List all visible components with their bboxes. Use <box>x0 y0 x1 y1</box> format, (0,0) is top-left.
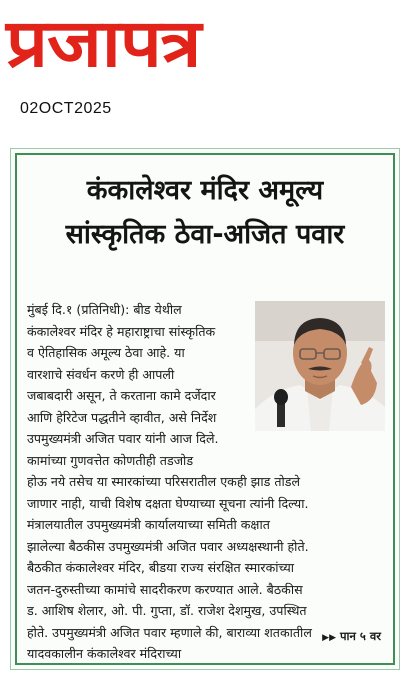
body-line: जबाबदारी असून, ते करताना कामे दर्जेदार <box>27 388 216 403</box>
article-headline <box>21 169 389 257</box>
body-line: होऊ नये तसेच या स्मारकांच्या परिसरातील एकही झाड तोडले <box>27 474 301 489</box>
masthead <box>0 0 412 92</box>
body-line: झालेल्या बैठकीस उपमुख्यमंत्री अजित पवार अध्यक्षस्थानी होते. <box>27 538 309 554</box>
body-line: ड. आशिष शेलार, ओ. पी. गुप्ता, डॉ. राजेश देशमुख, उपस्थित <box>27 603 307 618</box>
body-line: जाणार नाही, याची विशेष दक्षता घेण्याच्या सूचना त्यांनी दिल्या. <box>27 495 309 511</box>
body-line: मुंबई दि.१ (प्रतिनिधी): बीड येथील <box>27 302 182 317</box>
continued-label: पान ५ वर <box>340 629 381 643</box>
article-body <box>27 299 389 665</box>
body-line: कामांच्या गुणवत्तेत कोणतीही तडजोड <box>27 452 194 468</box>
body-line: वारशाचे संवर्धन करणे ही आपली <box>27 366 175 382</box>
headline-line-1: कंकालेश्वर मंदिर अमूल्य <box>86 175 324 206</box>
continued-on-page <box>322 629 381 644</box>
body-line: बैठकीत कंकालेश्वर मंदिर, बीडया राज्य संरक्षित स्मारकांच्या <box>27 560 295 575</box>
masthead-title: प्रजापत्र <box>6 5 201 82</box>
body-line: यादवकालीन कंकालेश्वर मंदिराच्या <box>27 646 182 661</box>
body-line: मंत्रालयातील उपमुख्यमंत्री कार्यालयाच्या समिती कक्षात <box>27 517 270 532</box>
article-frame <box>10 148 400 670</box>
body-line: जतन-दुरुस्तीच्या कामांचे सादरीकरण करण्यात आले. बैठकीस <box>27 581 303 597</box>
article-inner-border <box>15 153 395 665</box>
publication-date: 02OCT2025 <box>20 100 112 117</box>
body-line: उपमुख्यमंत्री अजित पवार यांनी आज दिले. <box>27 431 219 446</box>
body-line: कंकालेश्वर मंदिर हे महाराष्ट्राचा सांस्कृतिक <box>27 323 216 339</box>
double-arrow-icon: ▶▶ <box>322 633 336 643</box>
body-line: व ऐतिहासिक अमूल्य ठेवा आहे. या <box>27 345 185 360</box>
body-line: होते. उपमुख्यमंत्री अजित पवार म्हणाले की, बाराव्या शतकातील <box>27 624 312 640</box>
headline-line-2: सांस्कृतिक ठेवा-अजित पवार <box>65 219 345 250</box>
body-line: आणि हेरिटेज पद्धतीने व्हावीत, असे निर्देश <box>27 409 217 425</box>
